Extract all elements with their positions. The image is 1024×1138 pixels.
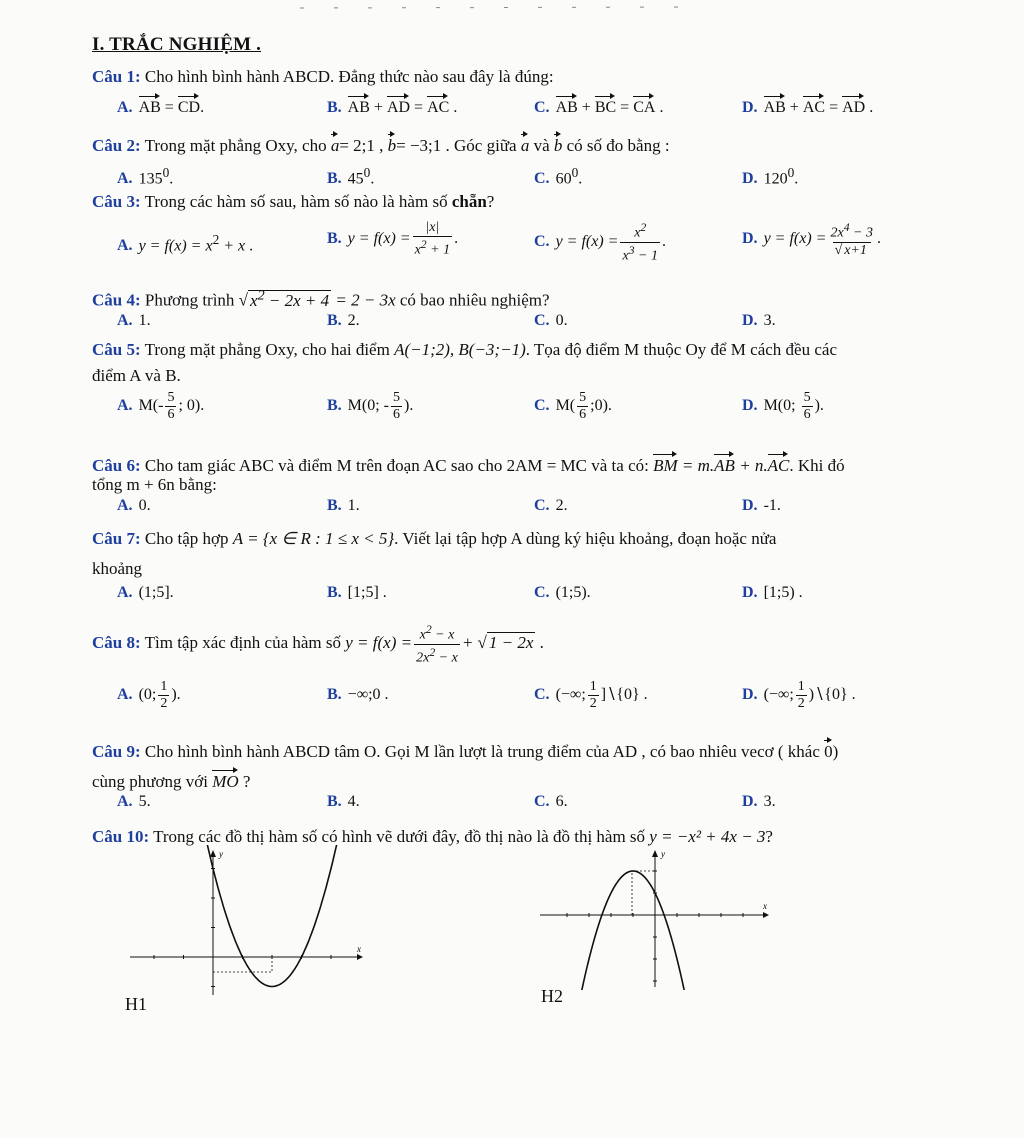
x-axis-arrow-icon [357, 954, 363, 960]
option-d: D. -1. [742, 497, 781, 514]
option-c: C. 0. [534, 312, 568, 329]
option-a: A. 5. [117, 793, 151, 810]
option-d: D. $120^0$. [742, 165, 799, 188]
x-axis-label: x [763, 901, 767, 911]
graph-h2 [535, 845, 775, 990]
option-a: A. (1;5]. [117, 584, 174, 601]
question-text: Cho hình bình hành ABCD. Đẳng thức nào sau đây là đúng: [144, 67, 554, 86]
parabola-curve [554, 871, 715, 990]
option-b: B. [1;5] . [327, 584, 387, 601]
option-b: B. −∞;0 . [327, 686, 389, 703]
option-a: A. (0; $\frac{1}{2}$ ). [117, 679, 181, 711]
x-axis-arrow-icon [763, 912, 769, 918]
option-d: D. [1;5) . [742, 584, 803, 601]
y-axis-arrow-icon [652, 850, 658, 857]
question-label: Câu 10: [92, 827, 150, 846]
graph-h1 [125, 845, 365, 1005]
option-c: C. 2. [534, 497, 568, 514]
question-4: Câu 4: Phương trình √ $x^2 - 2x + 4 = 2 - 3x$ có bao nhiêu nghiệm? [92, 287, 550, 310]
option-d: D. (−∞; $\frac{1}{2}$ )∖{0} . [742, 679, 856, 711]
graph-h2-label: H2 [541, 986, 563, 1006]
option-d: D. 3. [742, 793, 776, 810]
option-b: B. 2. [327, 312, 360, 329]
question-5: Câu 5: Trong mặt phẳng Oxy, cho hai điểm A(−1;2), B(−3;−1). Tọa độ điểm M thuộc Oy để M cách đều các [92, 340, 837, 359]
parabola-curve [175, 845, 365, 987]
y-axis-arrow-icon [210, 850, 216, 857]
y-axis-label: y [219, 849, 223, 859]
option-a: A. 0. [117, 497, 151, 514]
option-a: A. M(- $\frac{5}{6}$ ; 0). [117, 390, 205, 422]
question-7-line2: khoảng [92, 559, 143, 578]
option-c: C. 6. [534, 793, 568, 810]
option-d: D. M(0; $\frac{5}{6}$ ). [742, 390, 824, 422]
option-c: C. (1;5). [534, 584, 591, 601]
graph-h1-label: H1 [125, 994, 147, 1014]
option-c: C. M( $\frac{5}{6}$ ;0). [534, 390, 612, 422]
option-d: D. AB + AC = AD . [742, 94, 873, 119]
question-label: Câu 4: [92, 290, 141, 310]
question-label: Câu 7: [92, 529, 141, 548]
question-label: Câu 2: [92, 136, 141, 155]
cut-off-top-line [0, 0, 1024, 8]
option-b: B. y = f(x) = $\frac{|x|}{x^2 + 1}$ . [327, 220, 459, 258]
option-c: C. (−∞; $\frac{1}{2}$ ]∖{0} . [534, 679, 648, 711]
x-axis-label: x [357, 944, 361, 954]
question-9-line2: cùng phương với MO ? [92, 768, 972, 793]
option-a: A. $y = f(x) = x^2 + x$ . [117, 232, 254, 255]
option-a: A. AB = CD. [117, 94, 204, 119]
option-c: C. AB + BC = CA . [534, 94, 663, 119]
question-7: Câu 7: Cho tập hợp A = {x ∈ R : 1 ≤ x < 5}. Viết lại tập hợp A dùng ký hiệu khoảng, đoạn hoặc nửa [92, 529, 777, 548]
question-10: Câu 10: Trong các đồ thị hàm số có hình vẽ dưới đây, đồ thị nào là đồ thị hàm số y = −x² + 4x − 3? [92, 827, 773, 846]
section-heading: I. TRẮC NGHIỆM . [92, 34, 262, 55]
question-3: Câu 3: Trong các hàm số sau, hàm số nào là hàm số chẵn? [92, 192, 495, 211]
question-label: Câu 5: [92, 340, 141, 359]
option-a: A. $135^0$. [117, 165, 174, 188]
question-9: Câu 9: Cho hình bình hành ABCD tâm O. Gọi M lần lượt là trung điểm của AD , có bao nhiêu vecơ ( khác 0) [92, 738, 972, 763]
option-c: C. y = f(x) = $\frac{x^2}{x^3 - 1}$ . [534, 221, 666, 264]
question-6-line2: tổng m + 6n bằng: [92, 475, 217, 494]
y-axis-label: y [661, 849, 665, 859]
question-label: Câu 1: [92, 67, 141, 86]
option-b: B. M(0; - $\frac{5}{6}$ ). [327, 390, 414, 422]
question-5-line2: điểm A và B. [92, 366, 181, 385]
question-label: Câu 9: [92, 742, 141, 761]
question-label: Câu 6: [92, 456, 141, 475]
option-d: D. 3. [742, 312, 776, 329]
axis-ticks [154, 869, 331, 987]
option-b: B. 1. [327, 497, 360, 514]
question-label: Câu 3: [92, 192, 141, 211]
question-6: Câu 6: Cho tam giác ABC và điểm M trên đoạn AC sao cho 2AM = MC và ta có: BM = m.AB + n.AC. Khi đó [92, 452, 972, 477]
option-a: A. 1. [117, 312, 151, 329]
option-d: D. y = f(x) = $\frac{2x^4 - 3}{√ x+1}$ . [742, 221, 881, 258]
question-2: Câu 2: Trong mặt phẳng Oxy, cho a= 2;1 , b= −3;1 . Góc giữa a và b có số đo bằng : [92, 132, 972, 157]
vertex-guides [632, 871, 655, 915]
question-8: Câu 8: Tìm tập xác định của hàm số y = f(x) = $\frac{x^2 - x}{2x^2 - x}$ + √ 1 − 2x . [92, 623, 544, 666]
option-b: B. AB + AD = AC . [327, 94, 457, 119]
question-1 [92, 66, 972, 88]
option-c: C. $60^0$. [534, 165, 583, 188]
question-label: Câu 8: [92, 633, 141, 653]
option-b: B. $45^0$. [327, 165, 375, 188]
option-b: B. 4. [327, 793, 360, 810]
vertex-guides [213, 957, 272, 972]
